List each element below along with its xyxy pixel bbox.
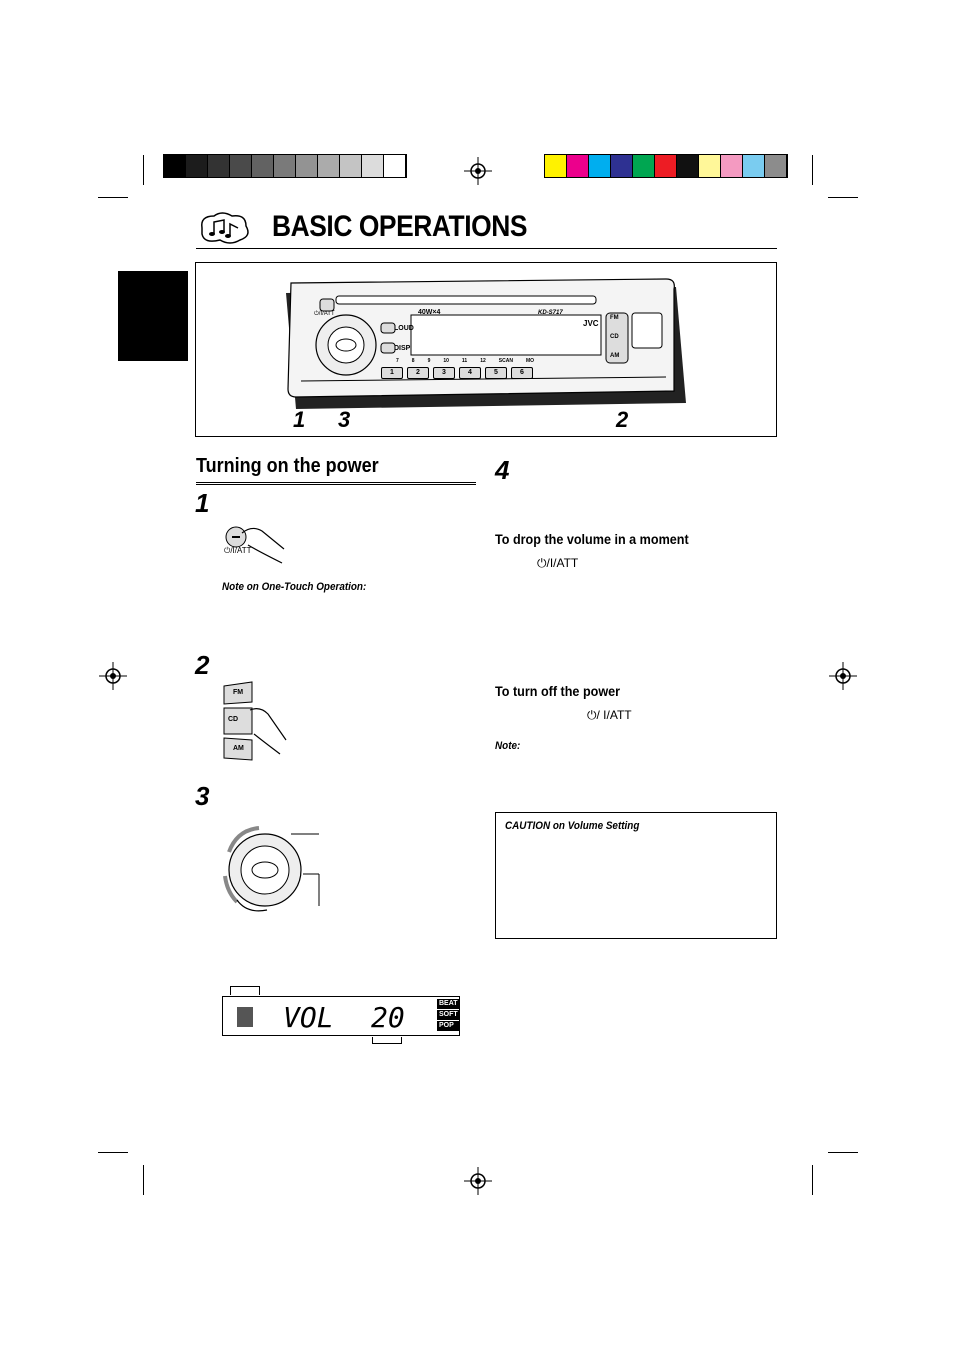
page-title: BASIC OPERATIONS [272, 210, 528, 243]
car-stereo-illustration [196, 263, 776, 436]
crop-mark [143, 1165, 144, 1195]
unit-label-loud: LOUD [394, 325, 414, 332]
turn-off-button: ⏻/ I/ATT [587, 708, 632, 722]
caution-box [495, 812, 777, 939]
preset-button: 5 [485, 367, 507, 379]
preset-label: 10 [443, 358, 449, 364]
color-swatch [655, 155, 677, 177]
step-1-button-label: ⏻/I/ATT [224, 546, 252, 555]
gray-swatch [186, 155, 208, 177]
preset-label: 12 [480, 358, 486, 364]
color-swatch [611, 155, 633, 177]
preset-button: 3 [433, 367, 455, 379]
gray-swatch [274, 155, 296, 177]
figure-label-1: 1 [293, 407, 306, 432]
title-rule [196, 248, 777, 249]
sound-mode: POP [437, 1021, 460, 1031]
crop-mark [98, 197, 128, 198]
am-button-label: AM [233, 745, 244, 752]
gray-swatch [230, 155, 252, 177]
level-meter-icon [235, 1005, 255, 1029]
note-label: Note: [495, 740, 521, 752]
registration-target-icon [464, 157, 492, 185]
crop-mark [98, 1152, 128, 1153]
turn-off-heading: To turn off the power [495, 683, 621, 699]
display-value: 20 [371, 1001, 405, 1034]
color-bar [544, 154, 788, 178]
color-swatch [633, 155, 655, 177]
gray-swatch [296, 155, 318, 177]
language-tab [118, 271, 188, 361]
color-swatch [721, 155, 743, 177]
unit-label-att: ⏻/I/ATT [314, 311, 335, 317]
figure-label-2: 2 [616, 407, 629, 432]
cd-button-label: CD [228, 716, 239, 723]
display-callout [372, 1037, 402, 1044]
gray-swatch [362, 155, 384, 177]
sound-mode: BEAT [437, 999, 460, 1009]
step-2-number: 2 [195, 650, 210, 680]
unit-power-label: 40W×4 [418, 309, 441, 316]
unit-label-cd: CD [610, 334, 619, 340]
display-callout [230, 986, 260, 995]
color-swatch [677, 155, 699, 177]
preset-button: 6 [511, 367, 533, 379]
sound-mode: SOFT [439, 1011, 458, 1018]
registration-target-icon [464, 1167, 492, 1195]
crop-mark [812, 1165, 813, 1195]
unit-model: KD-S717 [538, 310, 563, 316]
unit-label-fm: FM [610, 315, 619, 321]
unit-brand: JVC [583, 319, 599, 328]
fm-button-label: FM [233, 689, 244, 696]
preset-label: 11 [461, 358, 468, 364]
volume-knob-illustration [215, 822, 325, 917]
gray-swatch [252, 155, 274, 177]
preset-label: 9 [427, 358, 431, 364]
color-swatch [699, 155, 721, 177]
registration-target-icon [99, 662, 127, 690]
display-text: VOL [283, 1001, 334, 1034]
preset-label: 8 [411, 358, 415, 364]
step-4-number: 4 [495, 455, 510, 485]
step-3-number: 3 [195, 781, 210, 811]
gray-swatch [164, 155, 186, 177]
gray-scale-bar [163, 154, 407, 178]
crop-mark [828, 197, 858, 198]
section-title: Turning on the power [196, 455, 379, 477]
preset-button: 2 [407, 367, 429, 379]
drop-volume-heading: To drop the volume in a moment [495, 531, 689, 547]
figure-label-3: 3 [338, 407, 351, 432]
sound-mode-list [437, 999, 460, 1031]
lcd-display [222, 996, 460, 1036]
preset-button: 1 [381, 367, 403, 379]
gray-swatch [208, 155, 230, 177]
music-notes-icon [196, 208, 256, 248]
unit-label-am: AM [610, 353, 620, 359]
drop-volume-button: ⏻/I/ATT [537, 556, 579, 570]
preset-button: 4 [459, 367, 481, 379]
preset-buttons [381, 367, 533, 379]
preset-label: MO [525, 358, 534, 364]
color-swatch [589, 155, 611, 177]
one-touch-note-title: Note on One-Touch Operation: [222, 581, 367, 593]
color-swatch [743, 155, 765, 177]
section-rule [196, 482, 476, 485]
gray-swatch [318, 155, 340, 177]
step-1-number: 1 [195, 488, 210, 518]
caution-title: CAUTION on Volume Setting [505, 820, 640, 832]
unit-figure [195, 262, 777, 437]
crop-mark [828, 1152, 858, 1153]
color-swatch [545, 155, 567, 177]
crop-mark [143, 155, 144, 185]
preset-label: 7 [396, 358, 399, 364]
preset-label: SCAN [498, 358, 513, 364]
gray-swatch [340, 155, 362, 177]
color-swatch [765, 155, 787, 177]
unit-label-disp: DISP [394, 345, 411, 352]
crop-mark [812, 155, 813, 185]
gray-swatch [384, 155, 406, 177]
registration-target-icon [829, 662, 857, 690]
preset-labels [396, 358, 534, 364]
color-swatch [567, 155, 589, 177]
